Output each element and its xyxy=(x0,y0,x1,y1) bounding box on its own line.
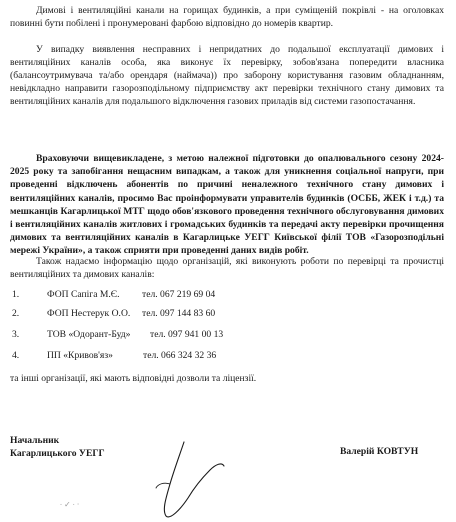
paragraph-chimney-marking: Димові і вентиляційні канали на горищах будинків, а при суміщеній покрівлі - на оголовках повинні бути побілені і пронумеровані фарбою відповідно до номерів квартир. xyxy=(10,5,444,29)
contractor-phone: тел. 097 941 00 13 xyxy=(150,329,224,340)
contractor-phone: тел. 066 324 32 36 xyxy=(143,350,217,361)
paragraph-contractors-intro: Також надаємо інформацію щодо організацій, які виконують роботи по перевірці та прочистці вентиляційних та димових каналів: xyxy=(10,256,444,280)
closing-line: та інші організації, які мають відповідні дозволи та ліцензії. xyxy=(10,373,257,384)
handwritten-signature xyxy=(150,440,230,522)
signatory-name: Валерій КОВТУН xyxy=(340,446,419,457)
paragraph-defect-procedure: У випадку виявлення несправних і непридатних до подальшої експлуатації димових і вентиляційних каналів особа, яка виконує їх перевірку, зобов'язана попередити власника (балансоутримувача та/або орендаря (наймача)) про заборону користування газовим обладнанням, невідкладно направити газорозподільному підприємству акт перевірки технічного стану димових та вентиляційних каналів для подальшого відключення газових приладів від системи газопостачання. xyxy=(10,44,444,107)
contractor-phone: тел. 097 144 83 60 xyxy=(142,308,216,319)
signatory-title-line1: Начальник xyxy=(10,435,60,446)
list-number: 2. xyxy=(12,308,20,319)
faint-stamp-mark: ∙ ✓ ∙ · xyxy=(60,500,80,509)
contractor-name: ФОП Нестерук О.О. xyxy=(47,308,131,319)
list-number: 1. xyxy=(12,289,20,300)
contractor-phone: тел. 067 219 69 04 xyxy=(142,289,216,300)
list-number: 3. xyxy=(12,329,20,340)
signatory-title xyxy=(10,434,105,460)
list-number: 4. xyxy=(12,350,20,361)
contractor-name: ПП «Кривов'яз» xyxy=(47,350,113,361)
paragraph-request: Враховуючи вищевикладене, з метою належної підготовки до опалювального сезону 2024-2025 року та запобігання нещасним випадкам, а також для уникнення соціальної напруги, при проведенні відключень абонентів по причині неналежного технічного стану димових і вентиляційних каналів, просимо Вас проінформувати управителів будинків (ОСББ, ЖЕК і т.д.) та мешканців Кагарлицької МТГ щодо обов'язкового проведення технічного обслуговування димових і вентиляційних каналів житлових і громадських будинків та передачі акту перевірки прочищення димових та вентиляційних каналів в Кагарлицьке УЕГГ Київської філії ТОВ «Газорозподільні мережі України», а також сприяти при проведенні даних видів робіт. xyxy=(10,153,444,257)
contractor-name: ФОП Сапіга М.Є. xyxy=(47,289,120,300)
contractor-name: ТОВ «Одорант-Буд» xyxy=(47,329,131,340)
signatory-title-line2: Кагарлицького УЕГГ xyxy=(10,448,105,459)
